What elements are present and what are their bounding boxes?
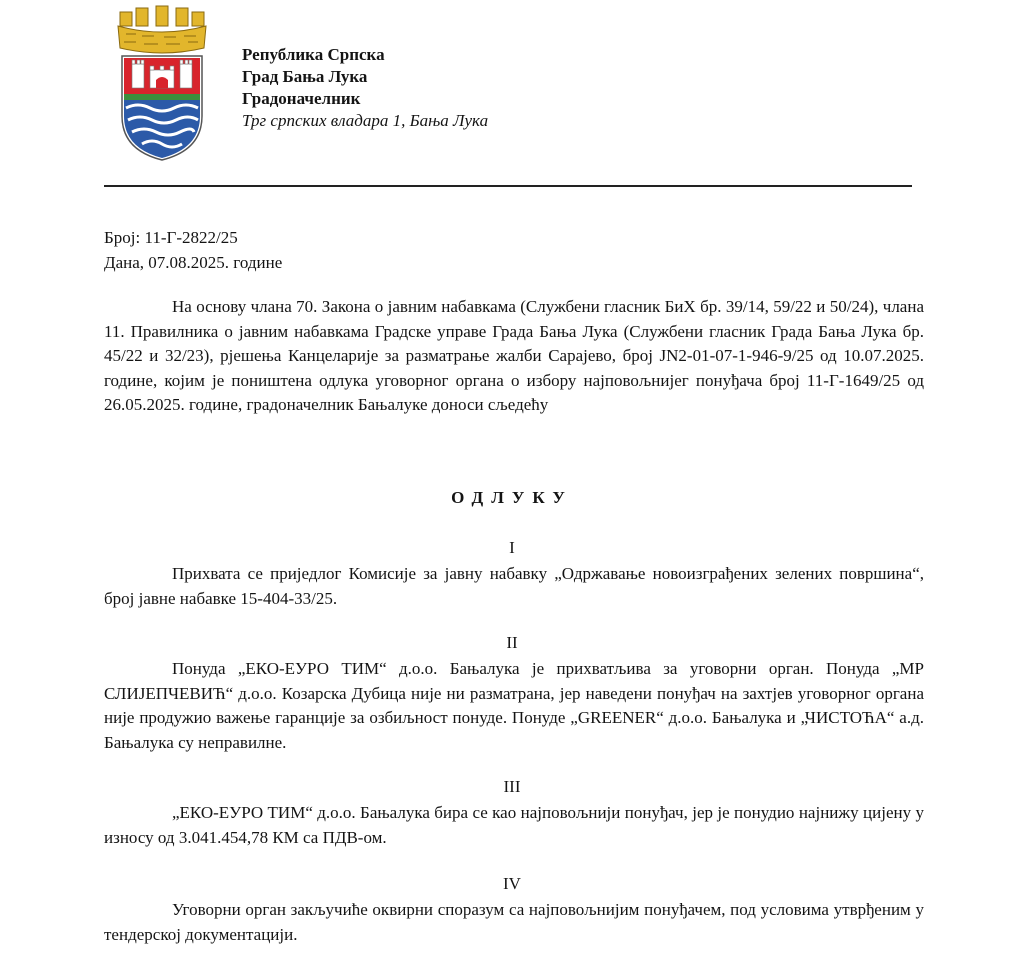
document-number: Број: 11-Г-2822/25 <box>104 228 238 247</box>
section-numeral-i: I <box>509 538 515 557</box>
section-text-ii: Понуда „ЕКО-ЕУРО ТИМ“ д.о.о. Бањалука је прихватљива за уговорни орган. Понуда „МР СЛИЈЕПЧЕВИЋ“ д.о.о. Козарска Дубица није ни разматрана, јер наведени понуђач на захтјев уговорног органа није продужио важење гаранције за озбиљност понуде. Понуде „GREENER“ д.о.о. Бањалука и „ЧИСТОЋА“ а.д. Бањалука су неправилне. <box>104 659 924 752</box>
section-text-iv: Уговорни орган закључиће оквирни споразум са најповољнијим понуђачем, под условима утврђеним у тендерској документацији. <box>104 900 924 944</box>
section-numeral-iv: IV <box>503 874 521 893</box>
header-city: Град Бања Лука <box>242 67 368 86</box>
decision-title: ОДЛУКУ <box>451 488 573 507</box>
header-address: Трг српских владара 1, Бања Лука <box>242 111 489 130</box>
city-coat-of-arms-icon <box>112 4 212 164</box>
document-meta <box>104 225 282 275</box>
section-text-iii: „ЕКО-ЕУРО ТИМ“ д.о.о. Бањалука бира се као најповољнији понуђач, јер је понудио најнижу цијену у износу од 3.041.454,78 КМ са ПДВ-ом. <box>104 803 924 847</box>
section-numeral-iii: III <box>503 777 521 796</box>
document-date: Дана, 07.08.2025. године <box>104 253 283 272</box>
section-text-i: Прихвата се приједлог Комисије за јавну набавку „Одржавање новоизграђених зелених површина“, број јавне набавке 15-404-33/25. <box>104 564 924 608</box>
header-office: Градоначелник <box>242 89 361 108</box>
issuer-header <box>242 44 488 132</box>
preamble-paragraph: На основу члана 70. Закона о јавним набавкама (Службени гласник БиХ бр. 39/14, 59/22 и 50/24), члана 11. Правилника о јавним набавкама Градске управе Града Бања Лука (Службени гласник Града Бања Лука бр. 45/22 и 32/23), рјешења Канцеларије за разматрање жалби Сарајево, број JN2-01-07-1-946-9/25 од 10.07.2025. године, којим је поништена одлука уговорног органа о избору најповољнијег понуђача број 11-Г-1649/25 од 26.05.2025. године, градоначелник Бањалуке доноси сљедећу <box>104 297 924 414</box>
header-country: Република Српска <box>242 45 385 64</box>
header-divider <box>104 185 912 187</box>
section-numeral-ii: II <box>506 633 518 652</box>
